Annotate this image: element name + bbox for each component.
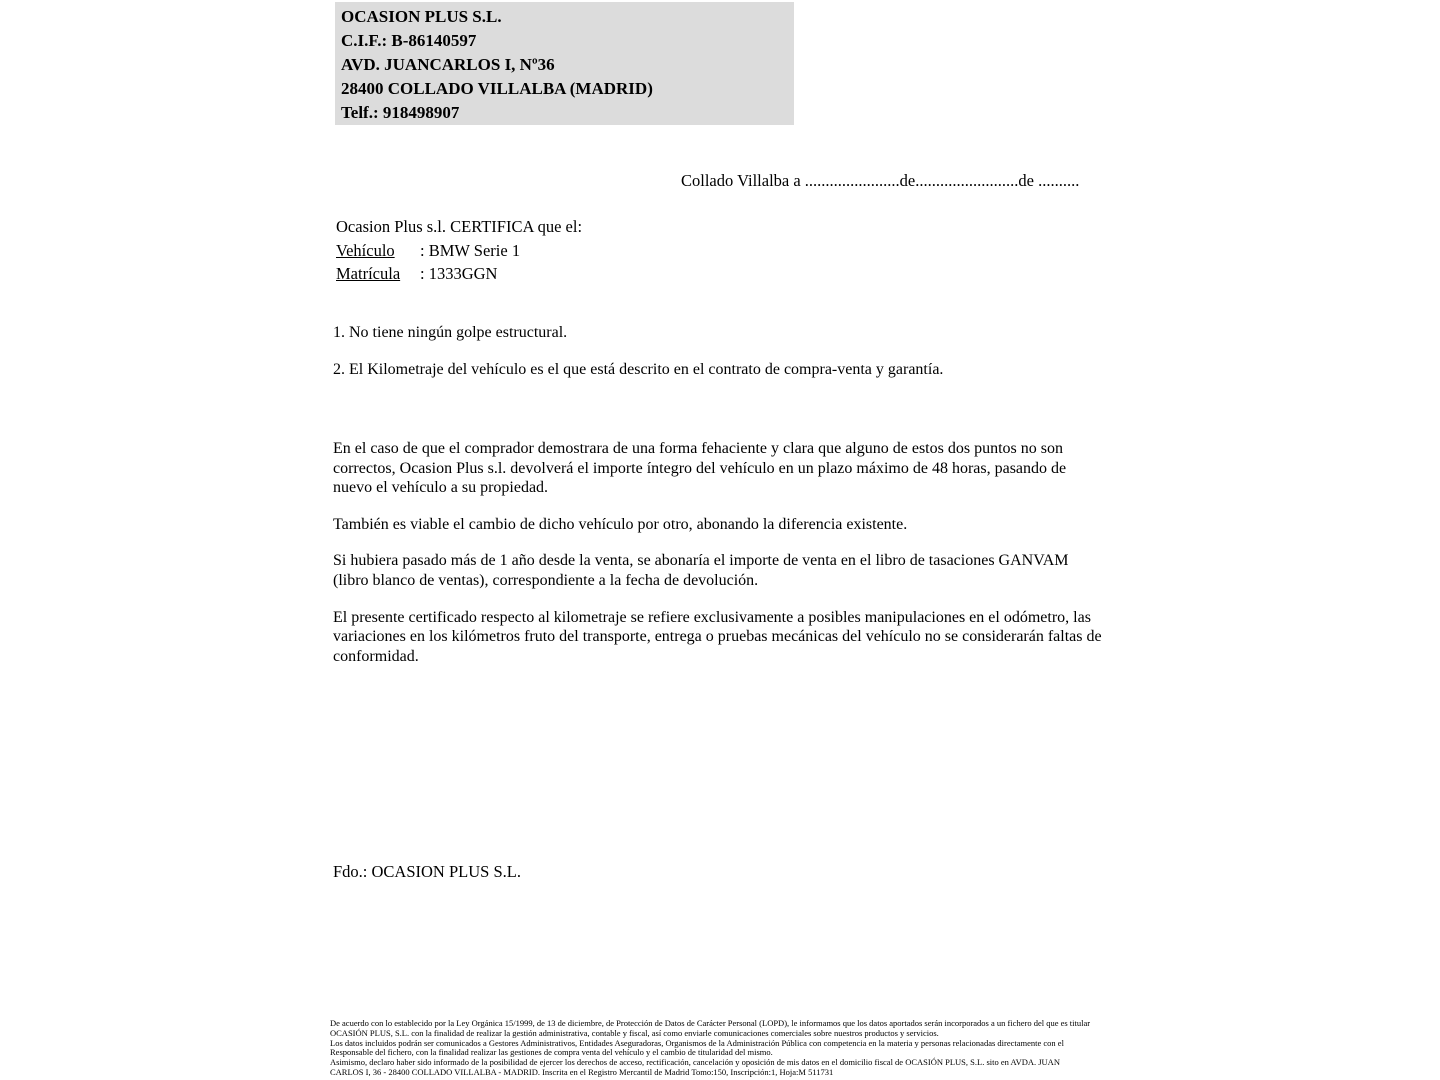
plate-label: Matrícula [336,264,401,283]
certification-block [336,215,582,286]
fine-print-line: Asimismo, declaro haber sido informado de la posibilidad de ejercer los derechos de acceso, rectificación, cancelación y oposición de mis datos en el domicilio fiscal de OCASIÓN PLUS, S.L. sito en AVDA. JUAN [330,1057,1060,1068]
fine-print-line: Los datos incluidos podrán ser comunicados a Gestores Administrativos, Entidades Aseguradoras, Organismos de la Administración Pública con competencia en la materia y personas relacionadas directamente con el [330,1037,1064,1048]
company-phone: Telf.: 918498907 [341,103,460,122]
point-2: 2. El Kilometraje del vehículo es el que está descrito en el contrato de compra-venta y garantía. [333,361,944,378]
company-cif: C.I.F.: B-86140597 [341,31,477,50]
company-address: AVD. JUANCARLOS I, Nº36 [341,55,555,74]
terms-paragraphs [333,439,1108,683]
fine-print-line: Responsable del fichero, con la finalidad realizar las gestiones de compra venta del vehículo y el cambio de titularidad del mismo. [330,1047,773,1058]
paragraph-exchange: También es viable el cambio de dicho vehículo por otro, abonando la diferencia existente. [333,515,908,533]
company-name: OCASION PLUS S.L. [341,7,502,26]
fine-print-line: CARLOS I, 36 - 28400 COLLADO VILLALBA - MADRID. Inscrita en el Registro Mercantil de Madrid Tomo:150, Inscripción:1, Hoja:M 511731 [330,1066,834,1077]
plate-value: : 1333GGN [420,264,498,283]
company-city: 28400 COLLADO VILLALBA (MADRID) [341,79,653,98]
paragraph-ganvam: Si hubiera pasado más de 1 año desde la venta, se abonaría el importe de venta en el libro de tasaciones GANVAM (libro blanco de ventas), correspondiente a la fecha de devolución. [333,552,1069,589]
date-fill-in-line: Collado Villalba a .......................de.........................de .......... [681,171,1080,190]
company-header-block [335,2,794,125]
plate-row [336,262,582,286]
fine-print-line: De acuerdo con lo establecido por la Ley Orgánica 15/1999, de 13 de diciembre, de Protección de Datos de Carácter Personal (LOPD), le informamos que los datos aportados serán incorporados a un fichero del que es titular [330,1018,1091,1028]
vehicle-label: Vehículo [336,240,395,260]
legal-fine-print [330,1019,1430,1078]
vehicle-row [336,239,582,263]
paragraph-refund: En el caso de que el comprador demostrara de una forma fehaciente y clara que alguno de estos dos puntos no son correctos, Ocasion Plus s.l. devolverá el importe íntegro del vehículo en un plazo máximo de 48 horas, pasando de nuevo el vehículo a su propiedad. [333,440,1067,497]
paragraph-odometer: El presente certificado respecto al kilometraje se refiere exclusivamente a posibles manipulaciones en el odómetro, las variaciones en los kilómetros fruto del transporte, entrega o pruebas mecánicas del vehículo no se considerarán faltas de conformidad. [333,608,1102,665]
vehicle-value: : BMW Serie 1 [420,240,521,260]
certify-intro: Ocasion Plus s.l. CERTIFICA que el: [336,217,583,236]
signature-line: Fdo.: OCASION PLUS S.L. [333,862,521,881]
point-1: 1. No tiene ningún golpe estructural. [333,324,568,341]
fine-print-line: OCASIÓN PLUS, S.L. con la finalidad de realizar la gestión administrativa, contable y fiscal, así como enviarle comunicaciones comerciales sobre nuestros productos y servicios. [330,1027,939,1038]
